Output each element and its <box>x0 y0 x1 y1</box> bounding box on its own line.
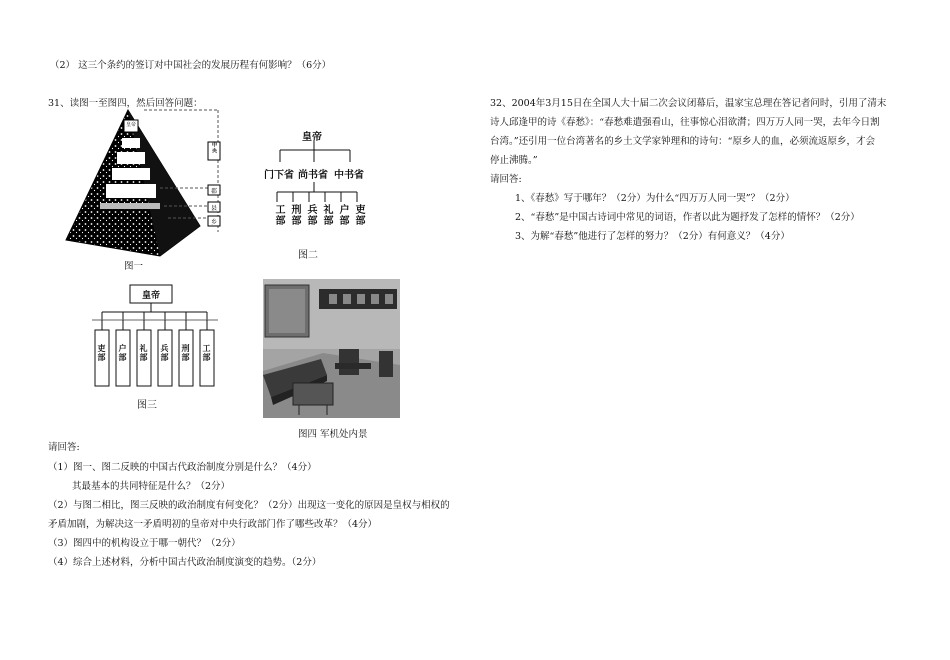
fig2-province-shangshu: 尚书省 <box>298 170 328 181</box>
question-31-intro: 31、读图一至图四，然后回答问题： <box>48 98 203 109</box>
fig3-emperor: 皇帝 <box>141 291 160 301</box>
figure-3-caption: 图三 <box>137 400 157 411</box>
pyramid-top-label: 皇帝 <box>125 122 136 128</box>
fig3-ministry-rites: 礼部 <box>139 344 149 362</box>
question-32-line-1: 32、2004年3月15日在全国人大十届二次会议闭幕后，温家宝总理在答记者问时，引用了清末 <box>490 98 887 109</box>
question-30-part-2: （2） 这三个条约的签订对中国社会的发展历程有何影响？（6分） <box>50 60 332 71</box>
figure-1-caption: 图一 <box>124 261 144 272</box>
fig2-ministry-justice: 刑部 <box>289 204 300 226</box>
question-32-line-4: 停止沸腾。” <box>490 155 538 166</box>
fig3-ministry-justice: 刑部 <box>181 344 191 362</box>
question-32-sub-1: 1、《春愁》写于哪年？（2分）为什么“四万万人同一哭”？（2分） <box>515 193 795 204</box>
fig2-ministry-works: 工部 <box>273 204 284 226</box>
fig3-ministry-revenue: 户部 <box>118 344 128 362</box>
answer-prompt-left: 请回答: <box>48 442 80 453</box>
answer-prompt-right: 请回答: <box>490 174 522 185</box>
pyramid-label-central: 中央 <box>211 142 217 154</box>
fig2-ministry-rites: 礼部 <box>321 204 332 226</box>
fig2-ministry-revenue: 户部 <box>337 204 348 226</box>
fig3-ministry-works: 工部 <box>202 344 212 362</box>
figure-1-pyramid <box>60 108 250 258</box>
fig2-emperor: 皇帝 <box>302 132 322 143</box>
pyramid-label-township: 乡 <box>210 219 217 226</box>
question-32-line-3: 台湾。”还引用一位台湾著名的乡土文学家钟理和的诗句：“原乡人的血，必须流返原乡，才会 <box>490 136 875 147</box>
fig3-ministry-war: 兵部 <box>160 344 170 362</box>
question-32-sub-3: 3、为解“春愁”他进行了怎样的努力？（2分）有何意义？（4分） <box>515 231 790 242</box>
question-32-sub-2: 2、“春愁”是中国古诗词中常见的词语，作者以此为题抒发了怎样的情怀？（2分） <box>515 212 860 223</box>
question-31-1a: （1）图一、图二反映的中国古代政治制度分别是什么？（4分） <box>48 462 317 473</box>
fig3-ministry-personnel: 吏部 <box>97 344 107 362</box>
fig2-province-menxia: 门下省 <box>264 170 294 181</box>
figure-2-three-departments <box>262 124 372 244</box>
fig2-ministry-personnel: 吏部 <box>353 204 364 226</box>
figure-4-caption: 图四 军机处内景 <box>298 429 368 440</box>
question-31-3: （3）图四中的机构设立于哪一朝代？（2分） <box>48 538 241 549</box>
pyramid-label-prefecture: 郡 <box>210 188 217 195</box>
fig2-ministry-war: 兵部 <box>305 204 316 226</box>
question-31-4: （4）综合上述材料，分析中国古代政治制度演变的趋势。（2分） <box>48 557 322 568</box>
question-31-1b: 其最基本的共同特征是什么？（2分） <box>72 481 231 492</box>
figure-4-photo <box>263 279 400 418</box>
fig2-province-zhongshu: 中书省 <box>334 170 364 181</box>
figure-3-six-ministries <box>90 284 220 390</box>
figure-2-caption: 图二 <box>298 250 318 261</box>
question-31-2b: 矛盾加剧，为解决这一矛盾明初的皇帝对中央行政部门作了哪些改革？（4分） <box>48 519 378 530</box>
question-31-2a: （2）与图二相比，图三反映的政治制度有何变化？（2分）出现这一变化的原因是皇权与相权的 <box>48 500 450 511</box>
pyramid-label-county: 县 <box>210 205 217 212</box>
question-32-line-2: 诗人邱逢甲的诗《春愁》：“春愁难遣强看山，往事惊心泪欲潸；四万万人同一哭，去年今日割 <box>490 117 880 128</box>
